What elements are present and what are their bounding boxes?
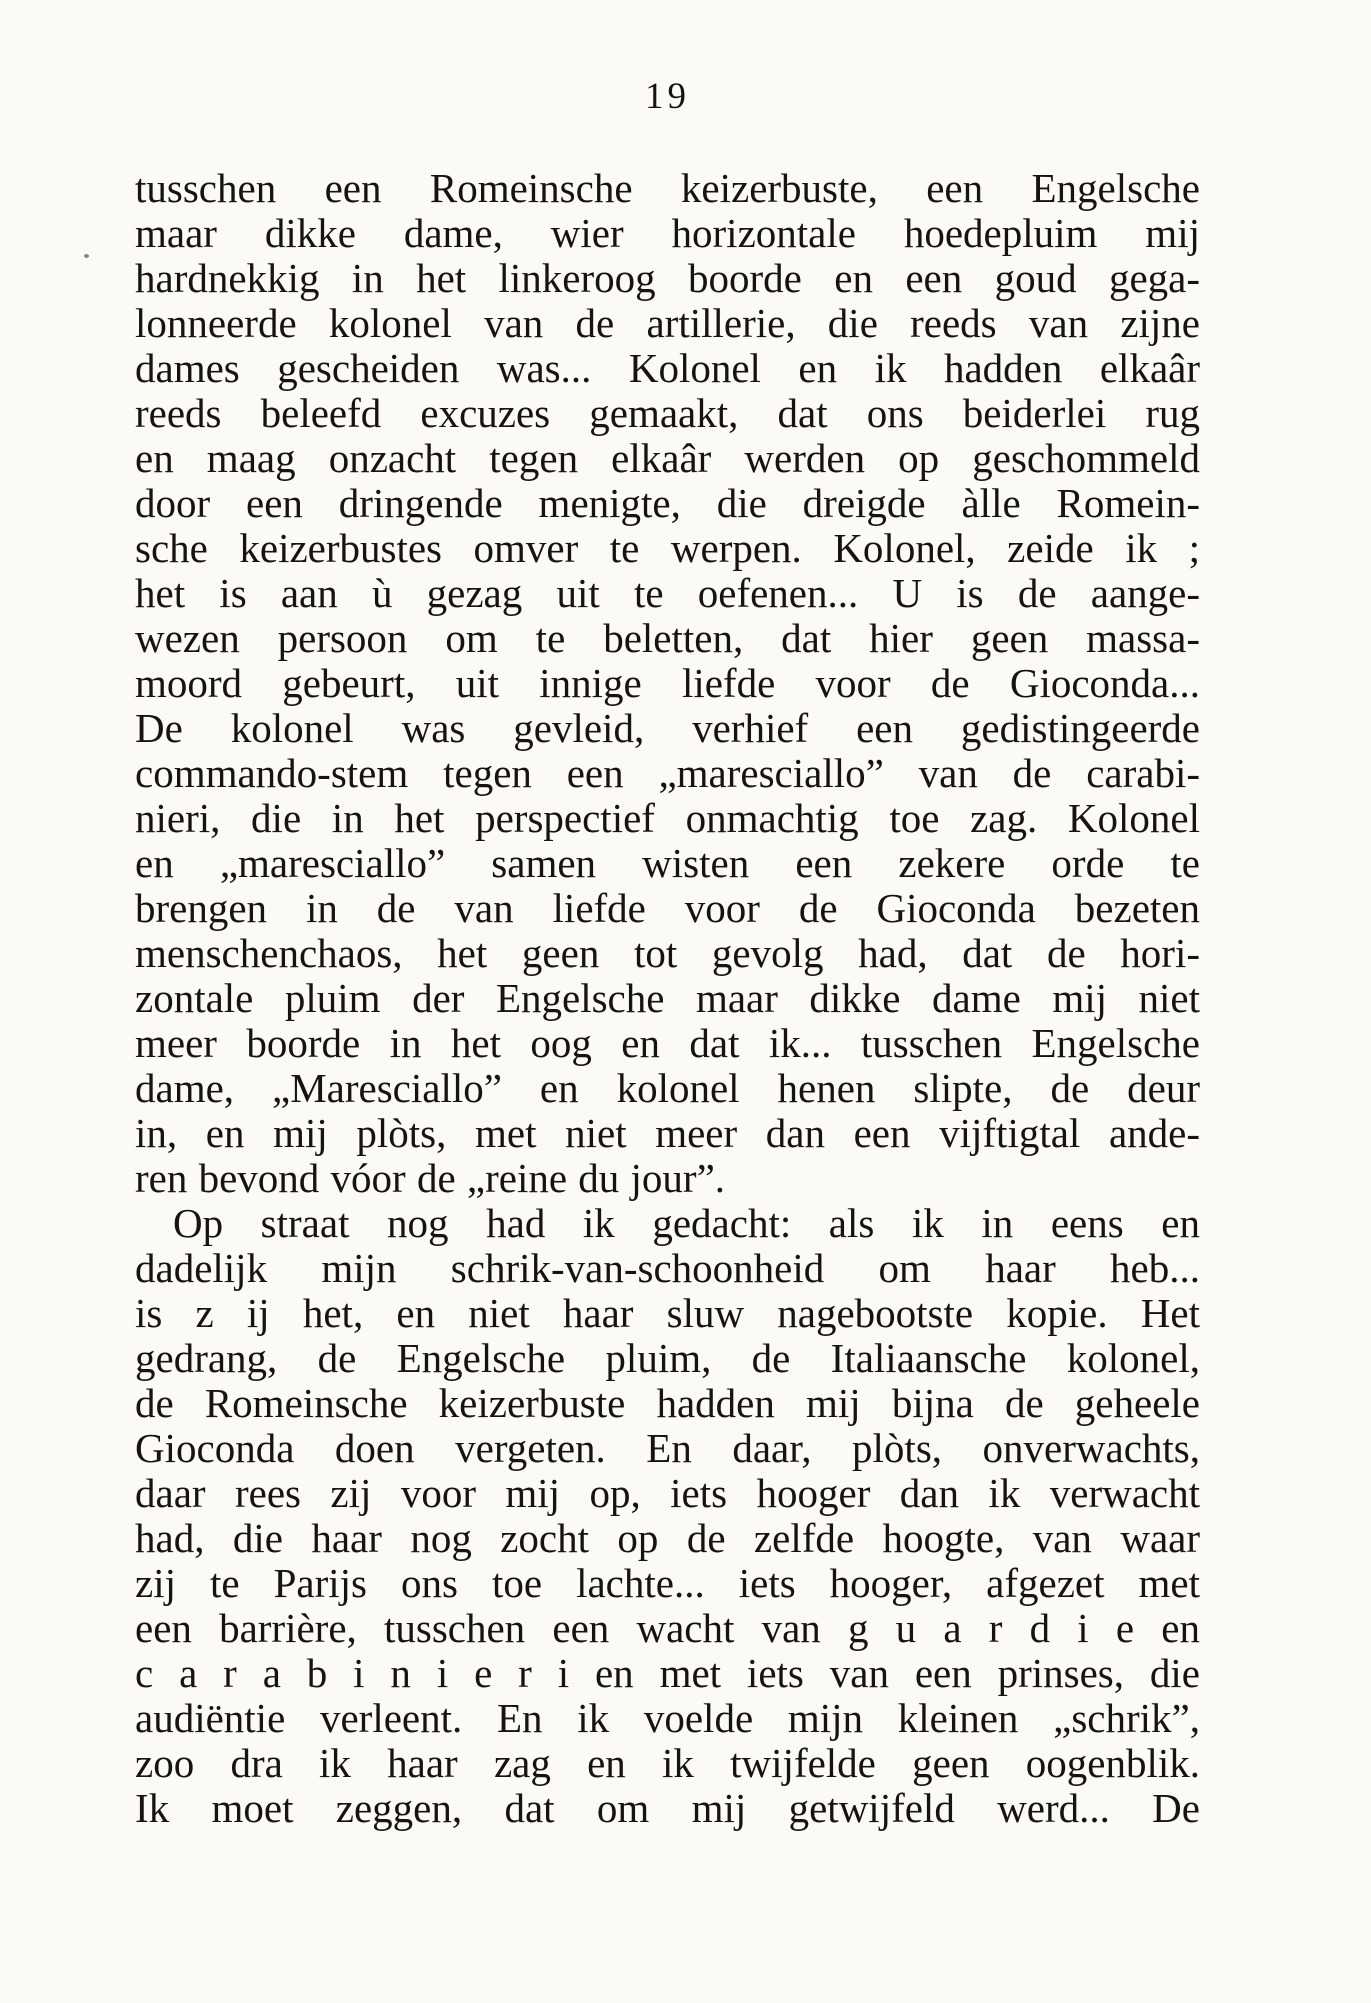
text-block bbox=[135, 166, 1200, 1831]
text-line: dame, „Maresciallo” en kolonel henen slipte, de deur bbox=[135, 1065, 1200, 1111]
text-line: lonneerde kolonel van de artillerie, die reeds van zijne bbox=[135, 300, 1200, 346]
text-line: en maag onzacht tegen elkaâr werden op geschommeld bbox=[135, 435, 1200, 481]
text-line: had, die haar nog zocht op de zelfde hoogte, van waar bbox=[135, 1515, 1200, 1561]
text-line: is z ij het, en niet haar sluw nagebootste kopie. Het bbox=[135, 1290, 1200, 1336]
paragraph bbox=[135, 1201, 1200, 1831]
text-line: en „maresciallo” samen wisten een zekere orde te bbox=[135, 840, 1200, 886]
text-line: in, en mij plòts, met niet meer dan een vijftigtal ande- bbox=[135, 1110, 1200, 1156]
text-line: hardnekkig in het linkeroog boorde en een goud gega- bbox=[135, 255, 1200, 301]
text-line: c a r a b i n i e r i en met iets van een prinses, die bbox=[135, 1650, 1200, 1696]
text-line: sche keizerbustes omver te werpen. Kolonel, zeide ik ; bbox=[135, 525, 1200, 571]
text-line: dadelijk mijn schrik-van-schoonheid om haar heb... bbox=[135, 1245, 1200, 1291]
text-line: zij te Parijs ons toe lachte... iets hooger, afgezet met bbox=[135, 1560, 1200, 1606]
text-line: moord gebeurt, uit innige liefde voor de Gioconda... bbox=[135, 660, 1200, 706]
text-line: door een dringende menigte, die dreigde àlle Romein- bbox=[135, 480, 1200, 526]
text-line: reeds beleefd excuzes gemaakt, dat ons beiderlei rug bbox=[135, 390, 1200, 436]
text-line: Ik moet zeggen, dat om mij getwijfeld werd... De bbox=[135, 1785, 1200, 1831]
text-line: maar dikke dame, wier horizontale hoedepluim mij bbox=[135, 210, 1200, 256]
text-line: de Romeinsche keizerbuste hadden mij bijna de geheele bbox=[135, 1380, 1200, 1426]
text-line: audiëntie verleent. En ik voelde mijn kleinen „schrik”, bbox=[135, 1695, 1200, 1741]
text-line: ren bevond vóor de „reine du jour”. bbox=[135, 1155, 726, 1201]
text-line: tusschen een Romeinsche keizerbuste, een Engelsche bbox=[135, 165, 1200, 211]
text-line: het is aan ù gezag uit te oefenen... U is de aange- bbox=[135, 570, 1200, 616]
text-line: gedrang, de Engelsche pluim, de Italiaansche kolonel, bbox=[135, 1335, 1200, 1381]
text-line: commando-stem tegen een „maresciallo” van de carabi- bbox=[135, 750, 1200, 796]
text-line: nieri, die in het perspectief onmachtig toe zag. Kolonel bbox=[135, 795, 1200, 841]
text-line: meer boorde in het oog en dat ik... tusschen Engelsche bbox=[135, 1020, 1200, 1066]
scan-speck bbox=[84, 254, 89, 258]
text-line: zontale pluim der Engelsche maar dikke dame mij niet bbox=[135, 975, 1200, 1021]
text-line: Op straat nog had ik gedacht: als ik in eens en bbox=[173, 1200, 1200, 1246]
text-line: dames gescheiden was... Kolonel en ik hadden elkaâr bbox=[135, 345, 1200, 391]
text-line: brengen in de van liefde voor de Gioconda bezeten bbox=[135, 885, 1200, 931]
text-line: menschenchaos, het geen tot gevolg had, dat de hori- bbox=[135, 930, 1200, 976]
text-line: daar rees zij voor mij op, iets hooger dan ik verwacht bbox=[135, 1470, 1200, 1516]
text-line: Gioconda doen vergeten. En daar, plòts, onverwachts, bbox=[135, 1425, 1200, 1471]
text-line: zoo dra ik haar zag en ik twijfelde geen oogenblik. bbox=[135, 1740, 1200, 1786]
text-line: wezen persoon om te beletten, dat hier geen massa- bbox=[135, 615, 1200, 661]
text-line: De kolonel was gevleid, verhief een gedistingeerde bbox=[135, 705, 1200, 751]
paragraph bbox=[135, 166, 1200, 1201]
text-line: een barrière, tusschen een wacht van g u a r d i e en bbox=[135, 1605, 1200, 1651]
page-number: 19 bbox=[645, 76, 690, 117]
